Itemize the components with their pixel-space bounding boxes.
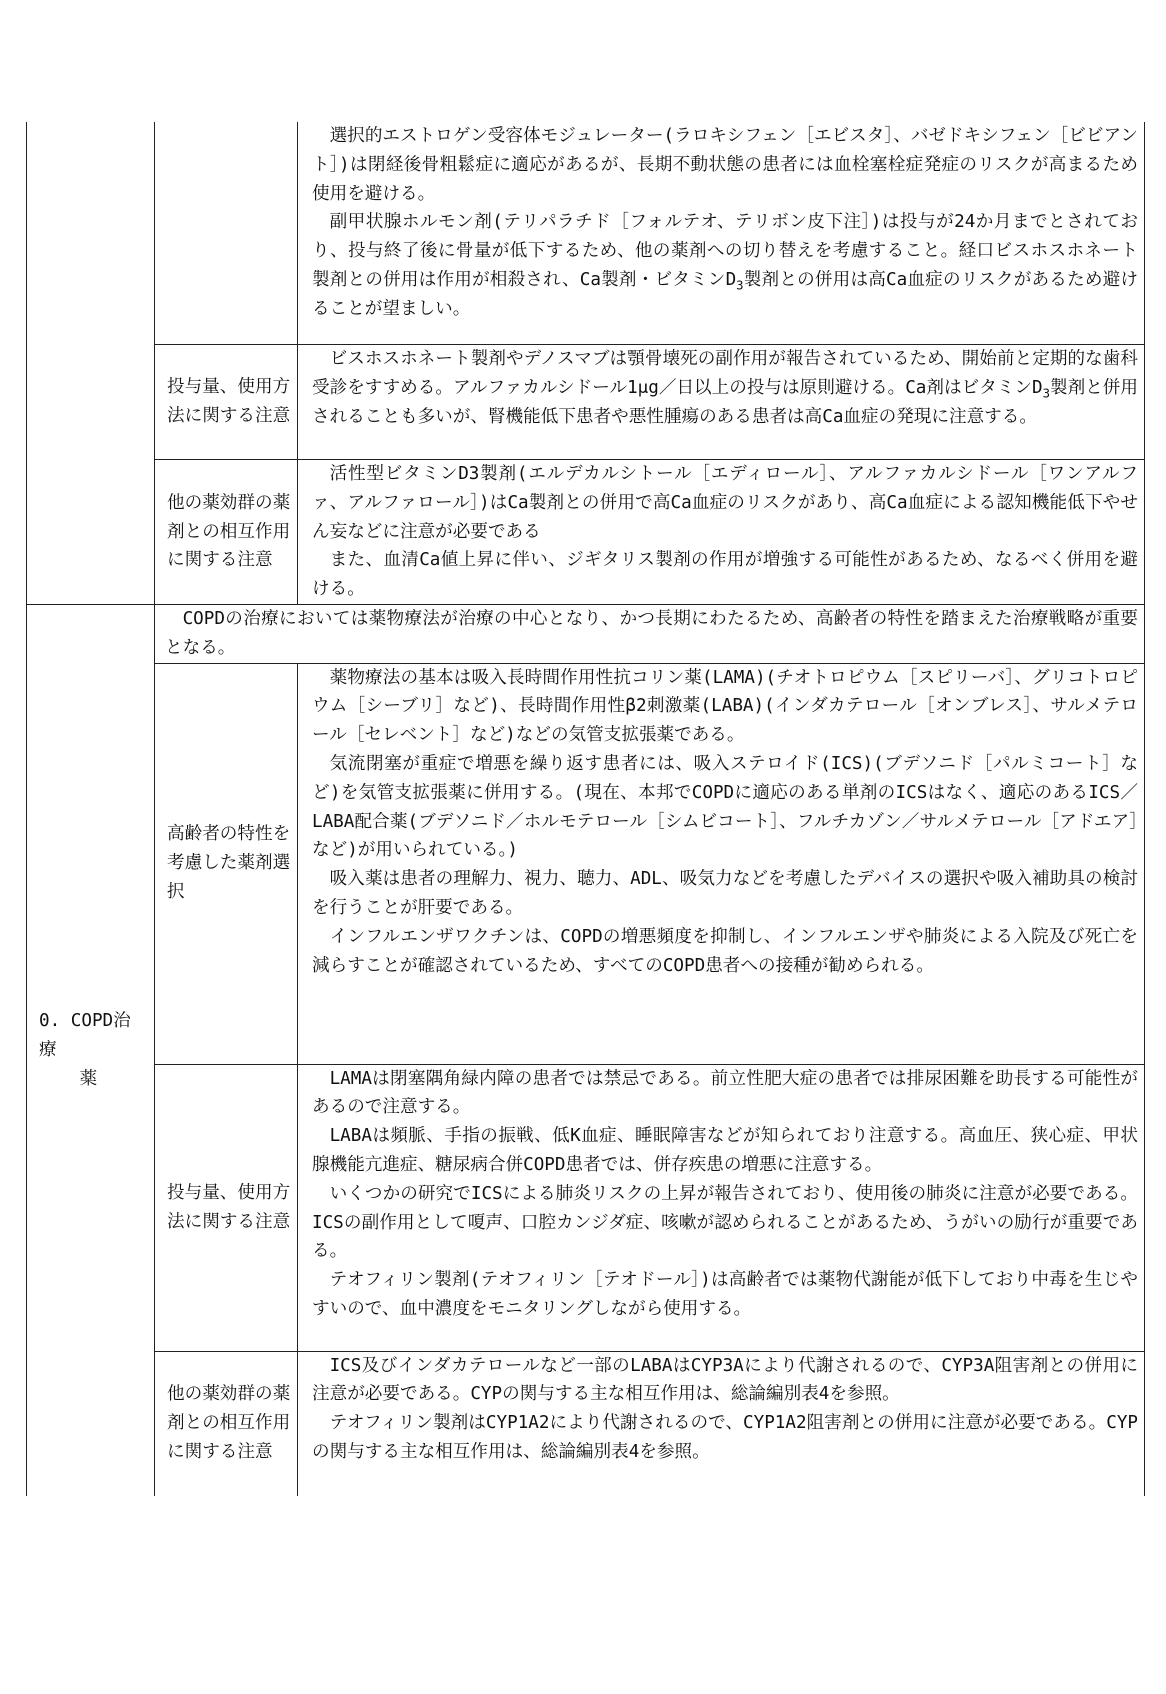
paragraph: 薬物療法の基本は吸入長時間作用性抗コリン薬(LAMA)(チオトロピウム［スピリーバ］、グリコトロピウム［シーブリ］など)、長時間作用性β2刺激薬(LABA)(インダカテロール［オンブレス］、サルメテロール［セレベント］など)などの気管支拡張薬である。 <box>312 667 1138 746</box>
row-label: 高齢者の特性を考慮した薬剤選択 <box>155 663 298 1064</box>
category-title-cont: 薬 <box>79 1068 98 1089</box>
row-label: 投与量、使用方法に関する注意 <box>155 345 298 460</box>
subscript: 3 <box>1042 386 1050 401</box>
category-cell-continued <box>27 122 155 605</box>
paragraph-text: ビスホスホネート製剤やデノスマブは顎骨壊死の副作用が報告されているため、開始前と定期的な歯科受診をすすめる。アルファカルシドール1μg／日以上の投与は原則避ける。Ca剤はビタミンD <box>312 349 1138 398</box>
paragraph-text: 製剤と併用されることも多いが、腎機能低下患者や悪性腫瘍のある患者は高Ca血症の発現に注意する。 <box>312 377 1138 427</box>
body-cell <box>298 1064 1145 1351</box>
paragraph: LABAは頻脈、手指の振戦、低K血症、睡眠障害などが知られており注意する。高血圧、狭心症、甲状腺機能亢進症、糖尿病合併COPD患者では、併存疾患の増悪に注意する。 <box>312 1126 1138 1175</box>
body-cell <box>298 345 1145 460</box>
paragraph: 選択的エストロゲン受容体モジュレーター(ラロキシフェン［エビスタ］、バゼドキシフェン［ビビアント］)は閉経後骨粗鬆症に適応があるが、長期不動状態の患者には血栓塞栓症発症のリスクが高まるため使用を避ける。 <box>312 126 1138 204</box>
paragraph: インフルエンザワクチンは、COPDの増悪頻度を抑制し、インフルエンザや肺炎による入院及び死亡を減らすことが確認されているため、すべてのCOPD患者への接種が勧められる。 <box>312 926 1138 976</box>
body-cell <box>298 1351 1145 1496</box>
paragraph: 活性型ビタミンD3製剤(エルデカルシトール［エディロール］、アルファカルシドール［ワンアルファ、アルファロール］)はCa製剤との併用で高Ca血症のリスクがあり、高Ca血症による認知機能低下やせん妄などに注意が必要である <box>312 464 1138 542</box>
table-row <box>27 1064 1145 1351</box>
paragraph: いくつかの研究でICSによる肺炎リスクの上昇が報告されており、使用後の肺炎に注意が必要である。ICSの副作用として嗄声、口腔カンジダ症、咳嗽が認められることがあるため、うがいの励行が重要である。 <box>312 1183 1138 1262</box>
table-row <box>27 663 1145 1064</box>
table-row <box>27 122 1145 345</box>
paragraph-text: 副甲状腺ホルモン剤(テリパラチド［フォルテオ、テリボン皮下注］)は投与が24か月までとされており、投与終了後に骨量が低下するため、他の薬剤への切り替えを考慮すること。経口ビスホスホネート製剤との併用は作用が相殺され、Ca製剤・ビタミンD <box>312 212 1138 290</box>
category-title: 0. COPD治療 <box>39 1011 131 1060</box>
paragraph: また、血清Ca値上昇に伴い、ジギタリス製剤の作用が増強する可能性があるため、なるべく併用を避ける。 <box>312 550 1138 600</box>
category-cell <box>27 605 155 1496</box>
paragraph <box>312 208 1138 323</box>
intro-cell <box>155 605 1145 664</box>
row-label: 他の薬効群の薬剤との相互作用に関する注意 <box>155 460 298 605</box>
paragraph: 吸入薬は患者の理解力、視力、聴力、ADL、吸気力などを考慮したデバイスの選択や吸入補助具の検討を行うことが肝要である。 <box>312 869 1138 918</box>
drug-guideline-table <box>26 122 1145 1496</box>
paragraph: テオフィリン製剤(テオフィリン［テオドール］)は高齢者では薬物代謝能が低下しており中毒を生じやすいので、血中濃度をモニタリングしながら使用する。 <box>312 1270 1138 1319</box>
subscript: 3 <box>736 278 744 293</box>
body-cell <box>298 460 1145 605</box>
paragraph: LAMAは閉塞隅角緑内障の患者では禁忌である。前立性肥大症の患者では排尿困難を助長する可能性があるので注意する。 <box>312 1068 1138 1118</box>
paragraph: 気流閉塞が重症で増悪を繰り返す患者には、吸入ステロイド(ICS)(ブデソニド［パルミコート］など)を気管支拡張薬に併用する。(現在、本邦でCOPDに適応のある単剤のICSはなく、適応のあるICS／LABA配合薬(ブデソニド／ホルモテロール［シムビコート］、フルチカゾン／サルメテロール［アドエア］など)が用いられている。) <box>312 753 1138 861</box>
row-label: 他の薬効群の薬剤との相互作用に関する注意 <box>155 1351 298 1496</box>
paragraph <box>312 345 1138 431</box>
table-row <box>27 605 1145 664</box>
paragraph-text: 製剤との併用は高Ca血症のリスクがあるため避けることが望ましい。 <box>312 269 1138 319</box>
body-cell <box>298 663 1145 1064</box>
row-label: 投与量、使用方法に関する注意 <box>155 1064 298 1351</box>
table-row <box>27 460 1145 605</box>
label-cell-continued <box>155 122 298 345</box>
paragraph: テオフィリン製剤はCYP1A2により代謝されるので、CYP1A2阻害剤との併用に注意が必要である。CYPの関与する主な相互作用は、総論編別表4を参照。 <box>312 1413 1138 1462</box>
paragraph: COPDの治療においては薬物療法が治療の中心となり、かつ長期にわたるため、高齢者の特性を踏まえた治療戦略が重要となる。 <box>165 609 1138 658</box>
table-row <box>27 1351 1145 1496</box>
table-row <box>27 345 1145 460</box>
paragraph: ICS及びインダカテロールなど一部のLABAはCYP3Aにより代謝されるので、CYP3A阻害剤との併用に注意が必要である。CYPの関与する主な相互作用は、総論編別表4を参照。 <box>312 1355 1138 1405</box>
body-cell <box>298 122 1145 345</box>
